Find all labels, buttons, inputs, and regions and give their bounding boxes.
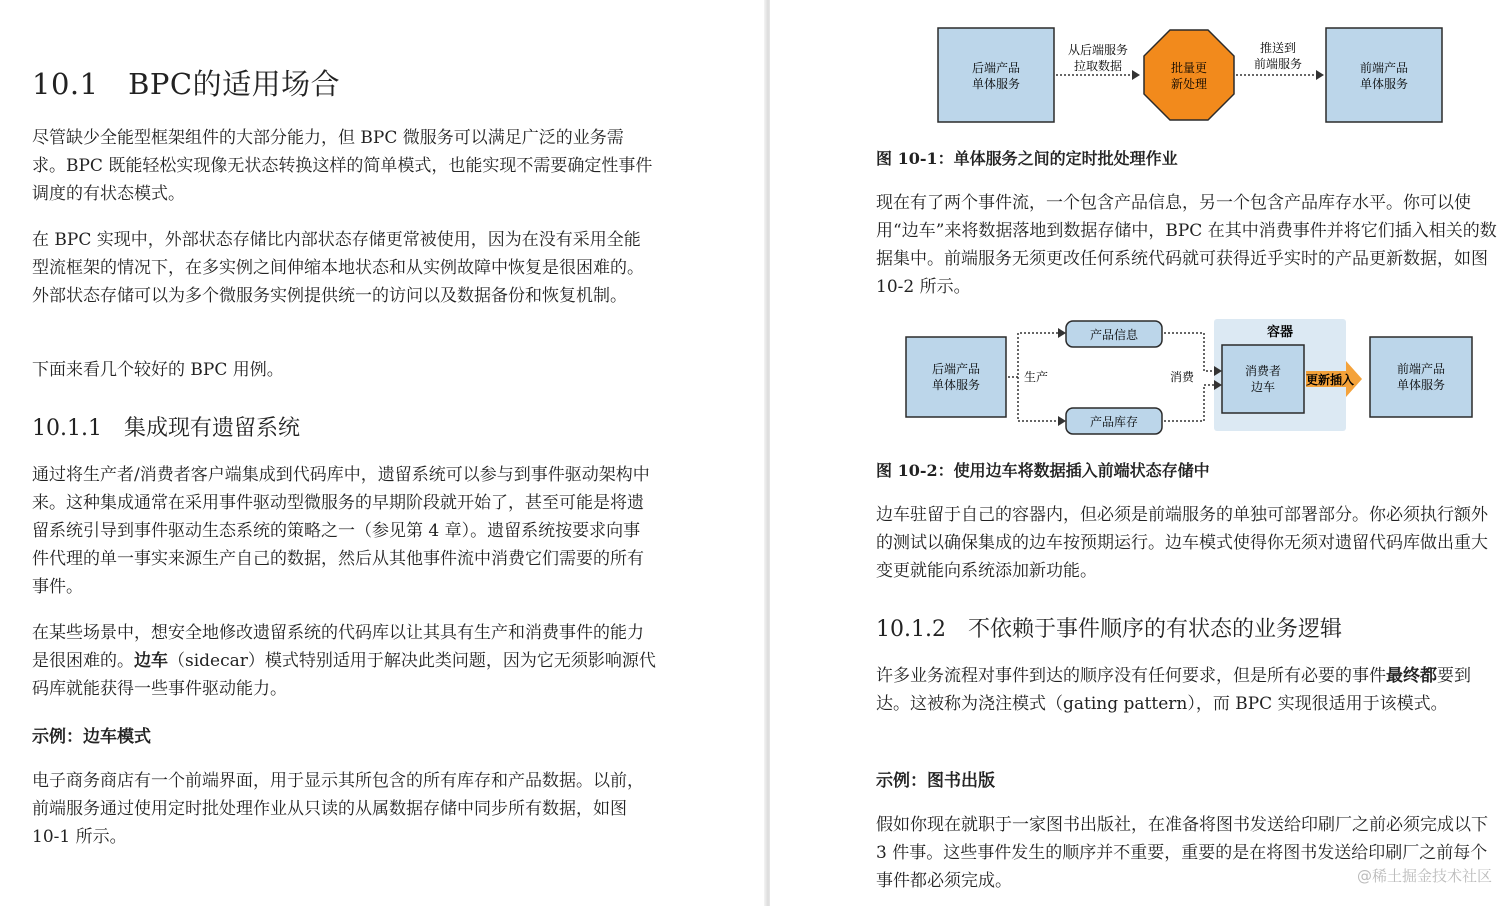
frontend-monolith-box xyxy=(1326,28,1442,122)
product-inventory-label: 产品库存 xyxy=(1089,415,1139,429)
backend-box-line1: 后端产品 xyxy=(971,61,1021,75)
figure-10-1 xyxy=(930,20,1450,130)
gating-paragraph-pre: 许多业务流程对事件到达的顺序没有任何要求，但是所有必要的事件 xyxy=(876,666,1386,686)
batch-update-octagon xyxy=(1144,30,1234,120)
gating-paragraph xyxy=(876,662,1500,718)
backend-box-line2: 单体服务 xyxy=(971,77,1021,91)
section-heading-legacy: 10.1.1 集成现有遗留系统 xyxy=(32,416,300,441)
section-heading-stateful: 10.1.2 不依赖于事件顺序的有状态的业务逻辑 xyxy=(876,617,1342,642)
push-arrow-label-line1: 推送到 xyxy=(1259,41,1297,55)
produce-arrow-lower xyxy=(1058,416,1066,426)
upsert-label: 更新插入 xyxy=(1306,373,1355,387)
right-page xyxy=(770,0,1512,906)
figure-10-2 xyxy=(900,315,1480,437)
sidecar-line2: 边车 xyxy=(1250,380,1276,394)
frontend-service-box xyxy=(1370,337,1472,417)
batch-octagon-line2: 新处理 xyxy=(1170,77,1208,91)
pull-arrow-head xyxy=(1132,70,1140,80)
frontend-box-line1: 前端产品 xyxy=(1359,61,1409,75)
push-arrow-label-line2: 前端服务 xyxy=(1253,57,1303,71)
pull-arrow-label-line2: 拉取数据 xyxy=(1073,59,1123,73)
state-store-paragraph: 在 BPC 实现中，外部状态存储比内部状态存储更常被使用，因为在没有采用全能型流框架的情况下，在多实例之间伸缩本地状态和从实例故障中恢复是很困难的。外部状态存储可以为多个微服务实例提供统一的访问以及数据备份和恢复机制。 xyxy=(32,230,644,306)
consume-path-lower xyxy=(1164,385,1214,421)
backend-monolith-box xyxy=(938,28,1054,122)
intro-paragraph: 尽管缺少全能型框架组件的大部分能力，但 BPC 微服务可以满足广泛的业务需求。BPC 既能轻松实现像无状态转换这样的简单模式，也能实现不需要确定性事件调度的有状态模式。 xyxy=(32,128,653,204)
push-arrow-head xyxy=(1316,70,1324,80)
legacy-paragraph-2 xyxy=(32,619,656,703)
fig2-frontend-line2: 单体服务 xyxy=(1396,378,1446,392)
fig2-backend-line2: 单体服务 xyxy=(931,378,981,392)
legacy-paragraph-2-post: （sidecar）模式特别适用于解决此类问题，因为它无须影响源代码库就能获得一些事件驱动能力。 xyxy=(32,651,656,699)
produce-label: 生产 xyxy=(1024,370,1049,384)
frontend-box-line2: 单体服务 xyxy=(1359,77,1409,91)
pull-arrow-label-line1: 从后端服务 xyxy=(1067,43,1129,57)
example-sidecar-label: 示例：边车模式 xyxy=(32,727,151,747)
sidecar-paragraph: 边车驻留于自己的容器内，但必须是前端服务的单独可部署部分。你必须执行额外的测试以确保集成的边车按预期运行。边车模式使得你无须对遗留代码库做出重大变更就能向系统添加新功能。 xyxy=(876,505,1488,581)
eventually-all-term: 最终都 xyxy=(1386,666,1437,686)
figure-10-2-caption: 图 10-2：使用边车将数据插入前端状态存储中 xyxy=(876,461,1210,480)
sidecar-term: 边车 xyxy=(134,651,168,671)
publishing-paragraph: 假如你现在就职于一家图书出版社，在准备将图书发送给印刷厂之前必须完成以下 3 件事。这些事件发生的顺序并不重要，重要的是在将图书发送给印刷厂之前每个事件都必须完成。 xyxy=(876,815,1488,891)
sidecar-line1: 消费者 xyxy=(1244,364,1282,378)
fig2-backend-line1: 后端产品 xyxy=(931,362,981,376)
legacy-paragraph-1: 通过将生产者/消费者客户端集成到代码库中，遗留系统可以参与到事件驱动架构中来。这种集成通常在采用事件驱动型微服务的早期阶段就开始了，甚至可能是将遗留系统引导到事件驱动生态系统的策略之一（参见第 4 章）。遗留系统按要求向事件代理的单一事实来源生产自己的数据，然后从其他事件流中消费它们需要的所有事件。 xyxy=(32,465,650,597)
gating-paragraph-post: 要到达。这被称为浇注模式（gating pattern），而 BPC 实现很适用于该模式。 xyxy=(876,666,1471,714)
legacy-paragraph-2-pre: 在某些场景中，想安全地修改遗留系统的代码库以让其具有生产和消费事件的能力是很困难的。 xyxy=(32,623,644,671)
watermark: @稀土掘金技术社区 xyxy=(1356,867,1492,885)
event-streams-paragraph: 现在有了两个事件流，一个包含产品信息，另一个包含产品库存水平。你可以使用“边车”来将数据落地到数据存储中，BPC 在其中消费事件并将它们插入相关的数据集中。前端服务无须更改任何系统代码就可获得近乎实时的产品更新数据，如图 10-2 所示。 xyxy=(876,193,1497,297)
example-publishing-label: 示例：图书出版 xyxy=(876,771,995,791)
consumer-sidecar-box xyxy=(1222,345,1304,413)
chapter-title: 10.1 BPC的适用场合 xyxy=(32,67,341,101)
consume-path-upper xyxy=(1164,333,1214,371)
container-label: 容器 xyxy=(1266,325,1294,340)
batch-octagon-line1: 批量更 xyxy=(1170,61,1208,75)
sidecar-example-paragraph: 电子商务商店有一个前端界面，用于显示其所包含的所有库存和产品数据。以前，前端服务通过使用定时批处理作业从只读的从属数据存储中同步所有数据，如图 10-1 所示。 xyxy=(32,771,644,847)
backend-service-box xyxy=(906,337,1006,417)
usecase-paragraph: 下面来看几个较好的 BPC 用例。 xyxy=(32,360,284,380)
produce-arrow-upper xyxy=(1058,328,1066,338)
product-info-label: 产品信息 xyxy=(1089,328,1139,342)
fig2-frontend-line1: 前端产品 xyxy=(1396,362,1446,376)
figure-10-1-caption: 图 10-1：单体服务之间的定时批处理作业 xyxy=(876,149,1178,168)
consume-label: 消费 xyxy=(1170,370,1195,384)
